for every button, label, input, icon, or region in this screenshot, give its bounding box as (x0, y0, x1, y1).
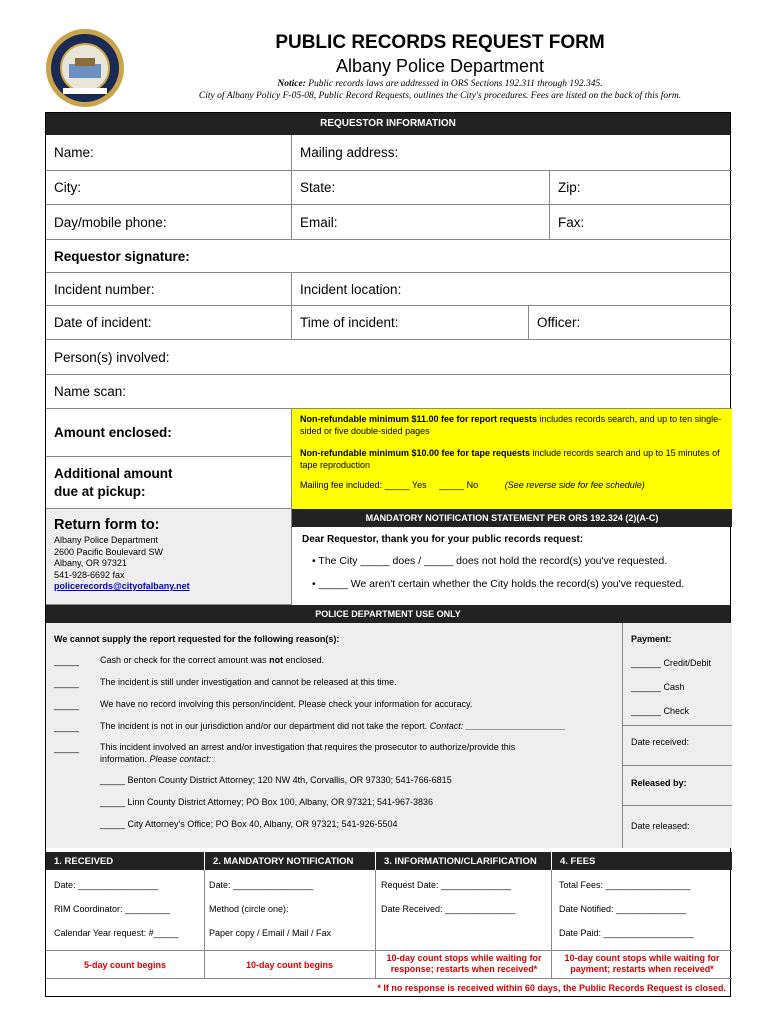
reason-1-b: not (269, 655, 284, 665)
reason-3-checkbox[interactable]: _____ (54, 700, 80, 710)
fees-date-notified[interactable]: Date Notified: ______________ (559, 904, 687, 914)
mailing-address-field[interactable] (292, 135, 732, 171)
persons-involved-label: Person(s) involved: (54, 349, 170, 365)
signature-field[interactable] (46, 240, 732, 273)
zip-label: Zip: (558, 180, 581, 195)
name-scan-field[interactable] (46, 375, 732, 409)
rim-coordinator[interactable]: RIM Coordinator: _________ (54, 904, 171, 914)
reason-4-a: The incident is not in our jurisdiction and/or our department did not take the report. (100, 721, 430, 731)
received-heading: 1. RECEIVED (46, 852, 204, 870)
city-label: City: (54, 180, 81, 195)
fees-date-paid[interactable]: Date Paid: __________________ (559, 928, 694, 938)
state-label: State: (300, 180, 336, 195)
name-label: Name: (54, 145, 94, 160)
name-scan-label: Name scan: (54, 384, 127, 399)
additional-amount-label-1: Additional amount (54, 466, 173, 481)
reason-3-text: We have no record involving this person/incident. Please check your information for accuracy. (100, 699, 473, 709)
reason-1-a: Cash or check for the correct amount was (100, 655, 270, 665)
officer-label: Officer: (537, 315, 581, 330)
mandatory-dear: Dear Requestor, thank you for your public records request: (302, 534, 584, 545)
footnote: * If no response is received within 60 days, the Public Records Request is closed. (377, 983, 726, 993)
officer-field[interactable] (529, 306, 732, 340)
notification-date[interactable]: Date: ________________ (209, 880, 314, 890)
notification-method-options[interactable]: Paper copy / Email / Mail / Fax (209, 928, 332, 938)
mandatory-bullet-2[interactable]: • _____ We aren't certain whether the City holds the record(s) you've requested. (312, 578, 685, 590)
received-date[interactable]: Date: ________________ (54, 880, 159, 890)
payment-divider-1 (622, 725, 732, 726)
reason-1-checkbox[interactable]: _____ (54, 656, 80, 666)
state-field[interactable] (292, 171, 550, 205)
incident-location-label: Incident location: (300, 281, 402, 297)
additional-amount-label-2: due at pickup: (54, 484, 146, 499)
fax-field[interactable] (550, 205, 732, 240)
phone-label: Day/mobile phone: (54, 214, 167, 230)
date-of-incident-label: Date of incident: (54, 315, 152, 330)
policy-text: City of Albany Policy F-05-08, Public Record Requests, outlines the City's procedures. Fees are listed on the back of this form. (198, 91, 682, 101)
payment-divider-3 (622, 805, 732, 806)
mailing-label: Mailing address: (300, 145, 399, 160)
contact-city-attorney[interactable]: _____ City Attorney's Office; PO Box 40, Albany, OR 97321; 541-926-5504 (100, 819, 398, 829)
red-row-divider (46, 950, 732, 951)
notice-body: Public records laws are addressed in ORS Sections 192.311 through 192.345. (308, 79, 603, 89)
reason-5-text (100, 741, 515, 765)
mandatory-notification-heading: 2. MANDATORY NOTIFICATION (204, 852, 375, 870)
return-form-box (46, 509, 292, 605)
mailing-fee-no[interactable]: _____ No (439, 480, 479, 490)
footnote-divider (46, 978, 732, 979)
form-subtitle: Albany Police Department (335, 56, 545, 76)
return-line-3: Albany, OR 97321 (54, 558, 127, 568)
amount-enclosed-label: Amount enclosed: (54, 425, 172, 440)
reason-5-line-1: This incident involved an arrest and/or investigation that requires the prosecutor to authorize/provide this (100, 742, 516, 752)
col-divider-2 (375, 870, 376, 978)
reason-1-text (100, 655, 324, 665)
mandatory-heading: MANDATORY NOTIFICATION STATEMENT PER ORS 192.324 (2)(A-C) (292, 509, 732, 527)
date-released-label[interactable]: Date released: (631, 821, 690, 831)
reason-4-checkbox[interactable]: _____ (54, 722, 80, 732)
notification-method: Method (circle one): (209, 904, 289, 914)
incident-number-label: Incident number: (54, 281, 155, 297)
report-fee-text: includes records search, and up to ten single-sided or five double-sided pages (300, 414, 722, 436)
return-line-4: 541-928-6692 fax (54, 569, 125, 580)
contact-benton-da[interactable]: _____ Benton County District Attorney; 120 NW 4th, Corvallis, OR 97330; 541-766-6815 (100, 775, 452, 785)
payment-cash[interactable]: ______ Cash (631, 682, 685, 692)
see-reverse-note: (See reverse side for fee schedule) (504, 480, 645, 490)
phone-field[interactable] (46, 205, 292, 240)
clarification-request-date[interactable]: Request Date: ______________ (381, 880, 512, 890)
fax-label: Fax: (558, 214, 585, 230)
tape-fee-bold: Non-refundable minimum $10.00 fee for tape requests (300, 448, 531, 458)
total-fees[interactable]: Total Fees: _________________ (559, 880, 691, 890)
requestor-section-heading: REQUESTOR INFORMATION (46, 113, 730, 135)
cannot-supply-text: We cannot supply the report requested for the following reason(s): (54, 634, 340, 644)
return-line-1: Albany Police Department (54, 535, 159, 545)
reason-2-text: The incident is still under investigation and cannot be released at this time. (100, 677, 397, 687)
payment-divider-2 (622, 765, 732, 766)
col-divider-3 (551, 870, 552, 978)
notice-label: Notice: (277, 79, 306, 89)
mandatory-bullet-1[interactable]: • The City _____ does / _____ does not hold the record(s) you've requested. (312, 555, 668, 567)
reason-2-checkbox[interactable]: _____ (54, 678, 80, 688)
payment-credit-debit[interactable]: ______ Credit/Debit (631, 658, 712, 668)
bullet-2-text: _____ We aren't certain whether the City holds the record(s) you've requested. (318, 578, 685, 590)
reason-4-contact: Contact: ____________________ (429, 721, 566, 731)
fee-notice-box (292, 409, 732, 509)
incident-location-field[interactable] (292, 273, 732, 306)
ten-day-count-note: 10-day count begins (245, 960, 334, 970)
email-label: Email: (300, 214, 338, 230)
incident-number-field[interactable] (46, 273, 292, 306)
payment-check[interactable]: ______ Check (631, 706, 690, 716)
city-seal-logo (45, 28, 125, 108)
records-request-form (45, 112, 731, 997)
contact-linn-da[interactable]: _____ Linn County District Attorney; PO Box 100, Albany, OR 97321; 541-967-3836 (100, 797, 434, 807)
time-of-incident-label: Time of incident: (300, 315, 399, 330)
zip-field[interactable] (550, 171, 732, 205)
time-of-incident-field[interactable] (292, 306, 529, 340)
five-day-count-note: 5-day count begins (83, 960, 166, 970)
reason-4-text (100, 721, 566, 731)
clarification-count-note: 10-day count stops while waiting for response; restarts when received* (386, 953, 542, 974)
persons-involved-field[interactable] (46, 340, 732, 375)
report-fee-bold: Non-refundable minimum $11.00 fee for report requests (300, 414, 538, 424)
tape-fee-text: include records search and up to 15 minutes of tape reproduction (300, 448, 720, 470)
signature-label: Requestor signature: (54, 248, 190, 264)
mailing-fee-yes[interactable]: Mailing fee included: _____ Yes (300, 480, 427, 490)
fees-count-note: 10-day count stops while waiting for payment; restarts when received* (564, 953, 720, 974)
clarification-date-received[interactable]: Date Received: ______________ (381, 904, 516, 914)
return-heading: Return form to: (54, 517, 160, 533)
bullet-1-text: The City _____ does / _____ does not hold the record(s) you've requested. (318, 555, 668, 567)
police-divider (622, 623, 623, 848)
city-field[interactable] (46, 171, 292, 205)
reason-5-checkbox[interactable]: _____ (54, 743, 80, 753)
released-by-label[interactable]: Released by: (631, 778, 687, 788)
reason-5-c: Please contact: (149, 754, 212, 764)
return-email-link[interactable]: policerecords@cityofalbany.net (54, 581, 190, 591)
date-of-incident-field[interactable] (46, 306, 292, 340)
form-title: PUBLIC RECORDS REQUEST FORM (275, 32, 605, 53)
calendar-year-request[interactable]: Calendar Year request: #_____ (54, 928, 179, 938)
return-line-2: 2600 Pacific Boulevard SW (54, 546, 164, 557)
information-clarification-heading: 3. INFORMATION/CLARIFICATION (375, 852, 551, 870)
email-field[interactable] (292, 205, 550, 240)
fees-heading: 4. FEES (551, 852, 732, 870)
amount-enclosed-field[interactable] (46, 409, 292, 457)
additional-amount-field[interactable] (46, 457, 292, 509)
payment-label: Payment: (631, 634, 672, 644)
reason-5-b: information. (100, 754, 150, 764)
date-received-label[interactable]: Date received: (631, 737, 690, 747)
name-field[interactable] (46, 135, 292, 171)
notice-text (180, 79, 700, 89)
reason-1-c: enclosed. (283, 655, 325, 665)
police-use-heading: POLICE DEPARTMENT USE ONLY (46, 605, 730, 623)
